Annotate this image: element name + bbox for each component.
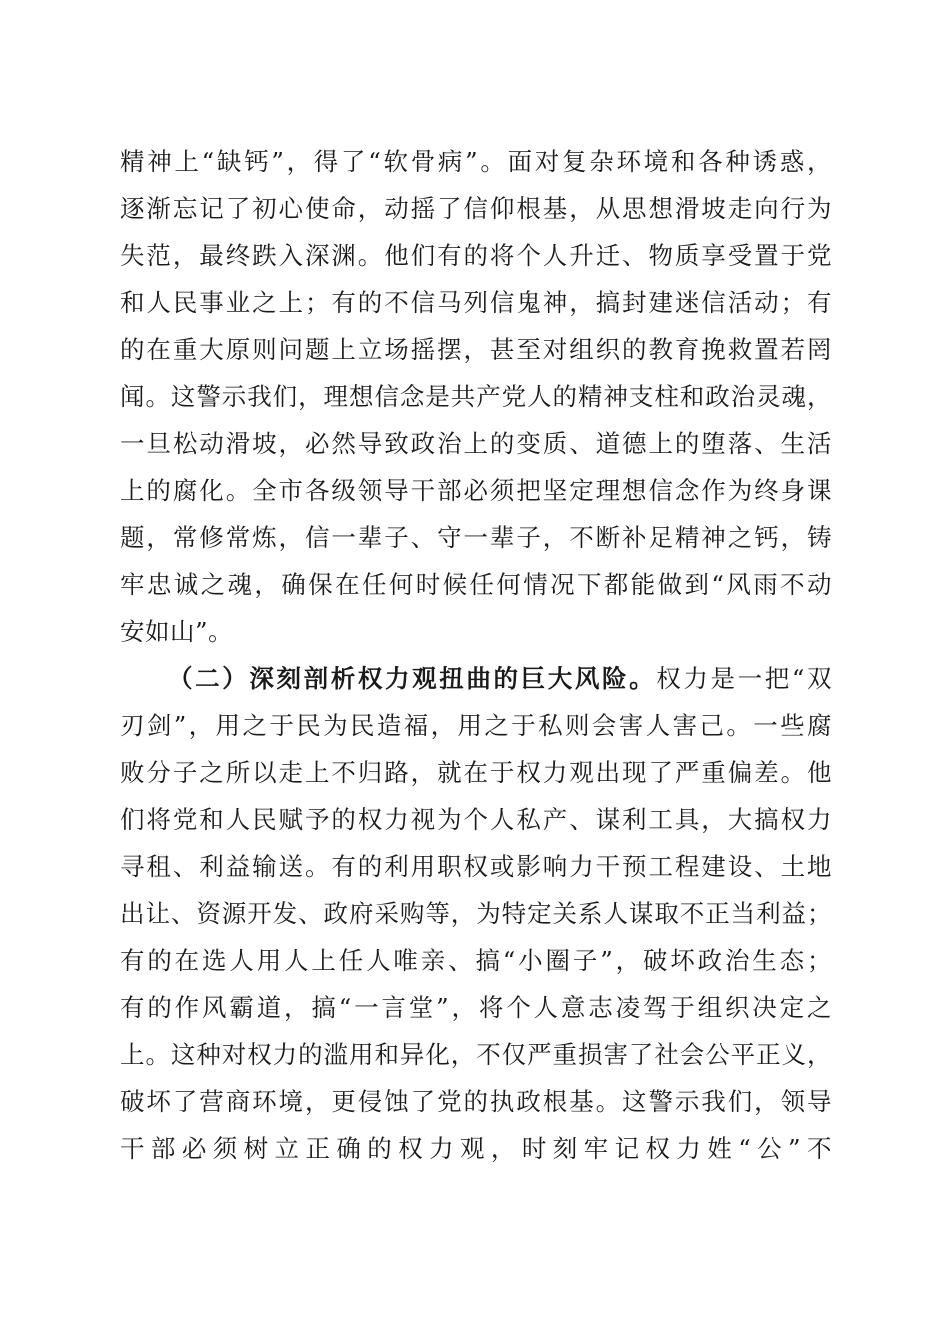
body-text-line: 失范，最终跌入深渊。他们有的将个人升迁、物质享受置于党 [120,241,832,270]
body-text-line: 上的腐化。全市各级领导干部必须把坚定理想信念作为终身课 [120,476,832,505]
body-text-line: 有的作风霸道，搞“一言堂”，将个人意志凌驾于组织决定之 [120,993,832,1022]
body-text-line: 们将党和人民赋予的权力视为个人私产、谋利工具，大搞权力 [120,805,832,834]
body-text-line: 有的在选人用人上任人唯亲、搞“小圈子”，破坏政治生态； [120,946,832,975]
body-text-line: 干部必须树立正确的权力观，时刻牢记权力姓“公”不 [120,1134,832,1163]
body-text-line: 败分子之所以走上不归路，就在于权力观出现了严重偏差。他 [120,758,832,787]
body-text-line: 逐渐忘记了初心使命，动摇了信仰根基，从思想滑坡走向行为 [120,194,832,223]
section-heading-line [168,661,832,697]
body-text-line: 一旦松动滑坡，必然导致政治上的变质、道德上的堕落、生活 [120,429,832,458]
section-heading: （二）深刻剖析权力观扭曲的巨大风险。 [168,664,657,693]
body-text-line: 闻。这警示我们，理想信念是共产党人的精神支柱和政治灵魂， [120,382,832,411]
body-text-line: 破坏了营商环境，更侵蚀了党的执政根基。这警示我们，领导 [120,1087,832,1116]
body-text-line: 安如山”。 [120,617,234,646]
body-text-line: 上。这种对权力的滥用和异化，不仅严重损害了社会公平正义， [120,1040,832,1069]
body-text-line: 出让、资源开发、政府采购等，为特定关系人谋取不正当利益； [120,899,832,928]
body-text-line: 寻租、利益输送。有的利用职权或影响力干预工程建设、土地 [120,852,832,881]
body-text-line: 牢忠诚之魂，确保在任何时候任何情况下都能做到“风雨不动 [120,570,832,599]
body-text-line: 题，常修常炼，信一辈子、守一辈子，不断补足精神之钙，铸 [120,523,832,552]
body-text-line: 精神上“缺钙”，得了“软骨病”。面对复杂环境和各种诱惑， [120,147,832,176]
body-text-line: 和人民事业之上；有的不信马列信鬼神，搞封建迷信活动；有 [120,288,832,317]
body-text-line: 的在重大原则问题上立场摇摆，甚至对组织的教育挽救置若罔 [120,335,832,364]
body-text-fragment: 权力是一把“双 [656,664,833,693]
body-text-line: 刃剑”，用之于民为民造福，用之于私则会害人害己。一些腐 [120,711,832,740]
